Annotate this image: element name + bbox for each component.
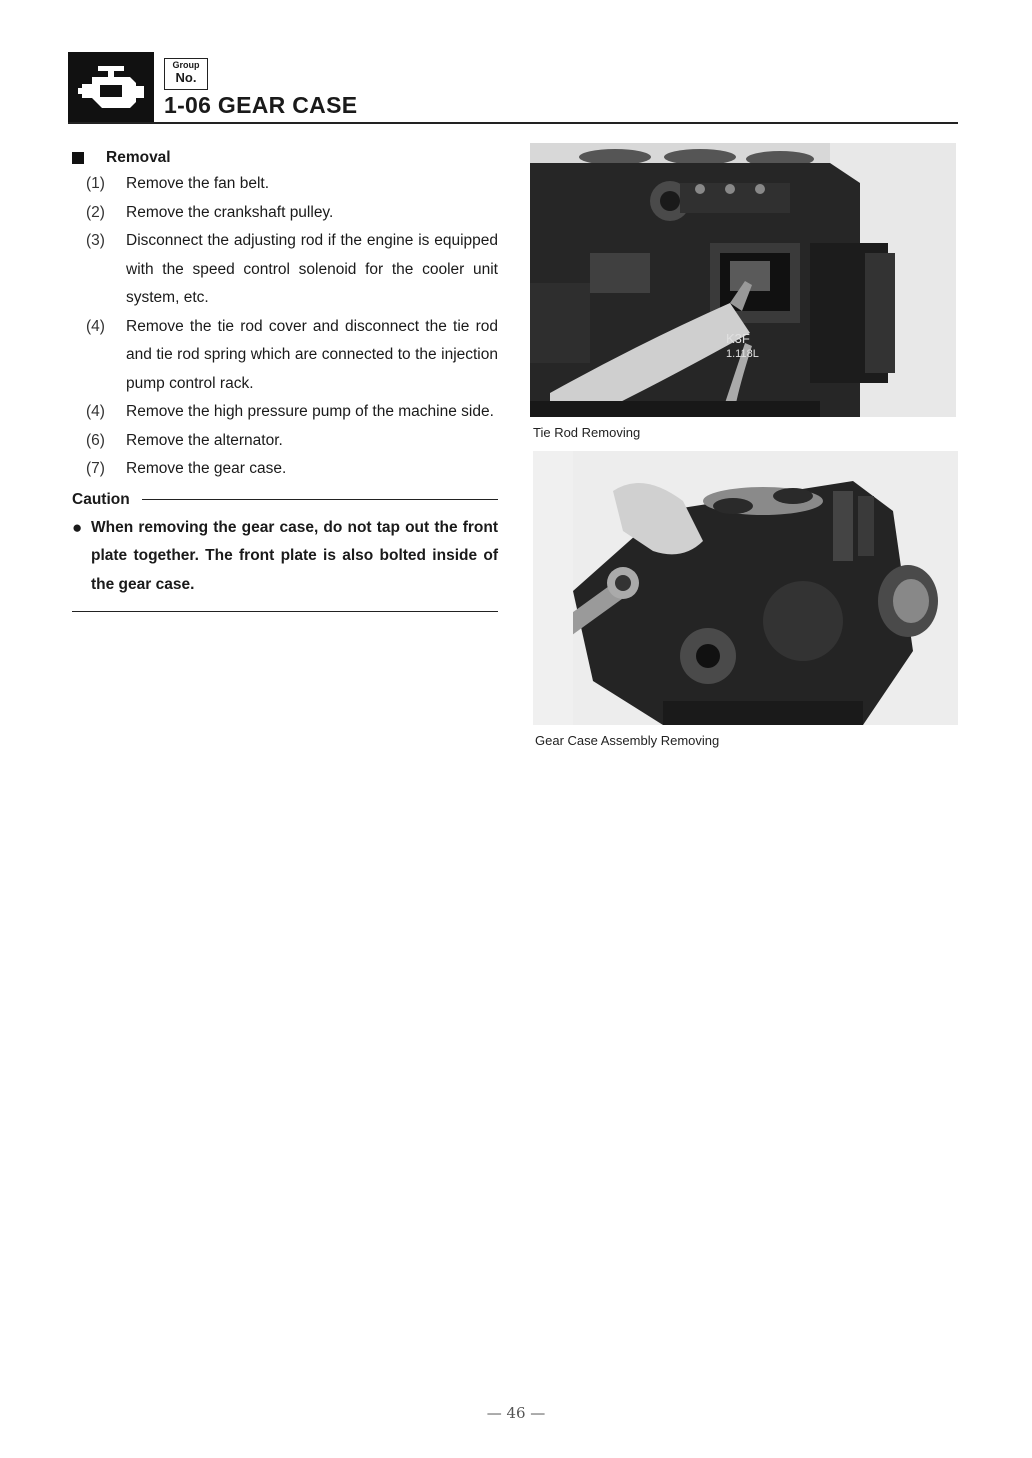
step-text: Remove the crankshaft pulley. — [126, 203, 334, 221]
step-text: Remove the high pressure pump of the machine side. — [126, 403, 494, 420]
removal-heading — [72, 146, 498, 170]
caution-heading — [72, 486, 498, 514]
page-number: — 46 — — [486, 1404, 546, 1422]
step-number: (2) — [86, 203, 105, 221]
section-title: 1-06 GEAR CASE — [164, 92, 358, 118]
step-item — [72, 455, 498, 484]
group-number-box — [164, 58, 208, 90]
step-text: Remove the tie rod cover and disconnect the tie rod and tie rod spring which are connected to the injection pump control rack. — [126, 317, 498, 392]
caution-end-rule — [72, 611, 498, 612]
gear-case-removing-photo — [533, 451, 958, 725]
engine-icon — [68, 52, 154, 122]
step-number: (7) — [86, 460, 105, 477]
engine-marking-text: 1.118L — [726, 348, 759, 360]
step-text: Remove the alternator. — [126, 431, 283, 449]
no-label: No. — [175, 70, 197, 85]
step-number: (1) — [86, 175, 105, 192]
caution-rule — [142, 499, 498, 500]
caution-item — [72, 514, 498, 600]
header-rule — [68, 122, 958, 124]
removal-heading-text: Removal — [106, 149, 171, 166]
photo-caption: Tie Rod Removing — [533, 425, 641, 440]
removal-section — [72, 146, 498, 612]
step-item — [72, 398, 498, 427]
photo-caption: Gear Case Assembly Removing — [535, 733, 720, 748]
step-item — [72, 227, 498, 313]
caution-text: When removing the gear case, do not tap out the front plate together. The front plate is also bolted inside of the gear case. — [91, 518, 498, 593]
step-number: (4) — [86, 403, 105, 420]
engine-marking-text: K3F — [726, 331, 750, 346]
square-bullet-icon — [72, 152, 84, 164]
caution-label: Caution — [72, 490, 130, 508]
step-item — [72, 427, 498, 456]
step-item — [72, 199, 498, 228]
step-number: (6) — [86, 431, 105, 449]
page-header — [68, 50, 958, 126]
group-label: Group — [172, 60, 200, 70]
step-number: (3) — [86, 232, 105, 249]
step-item — [72, 313, 498, 399]
step-number: (4) — [86, 317, 105, 335]
tie-rod-removing-photo — [530, 143, 956, 417]
step-text: Disconnect the adjusting rod if the engine is equipped with the speed control solenoid for the cooler unit system, etc. — [126, 232, 498, 306]
step-text: Remove the fan belt. — [126, 175, 270, 192]
step-text: Remove the gear case. — [126, 460, 287, 477]
step-item — [72, 170, 498, 199]
bullet-dot-icon: ● — [72, 517, 83, 537]
